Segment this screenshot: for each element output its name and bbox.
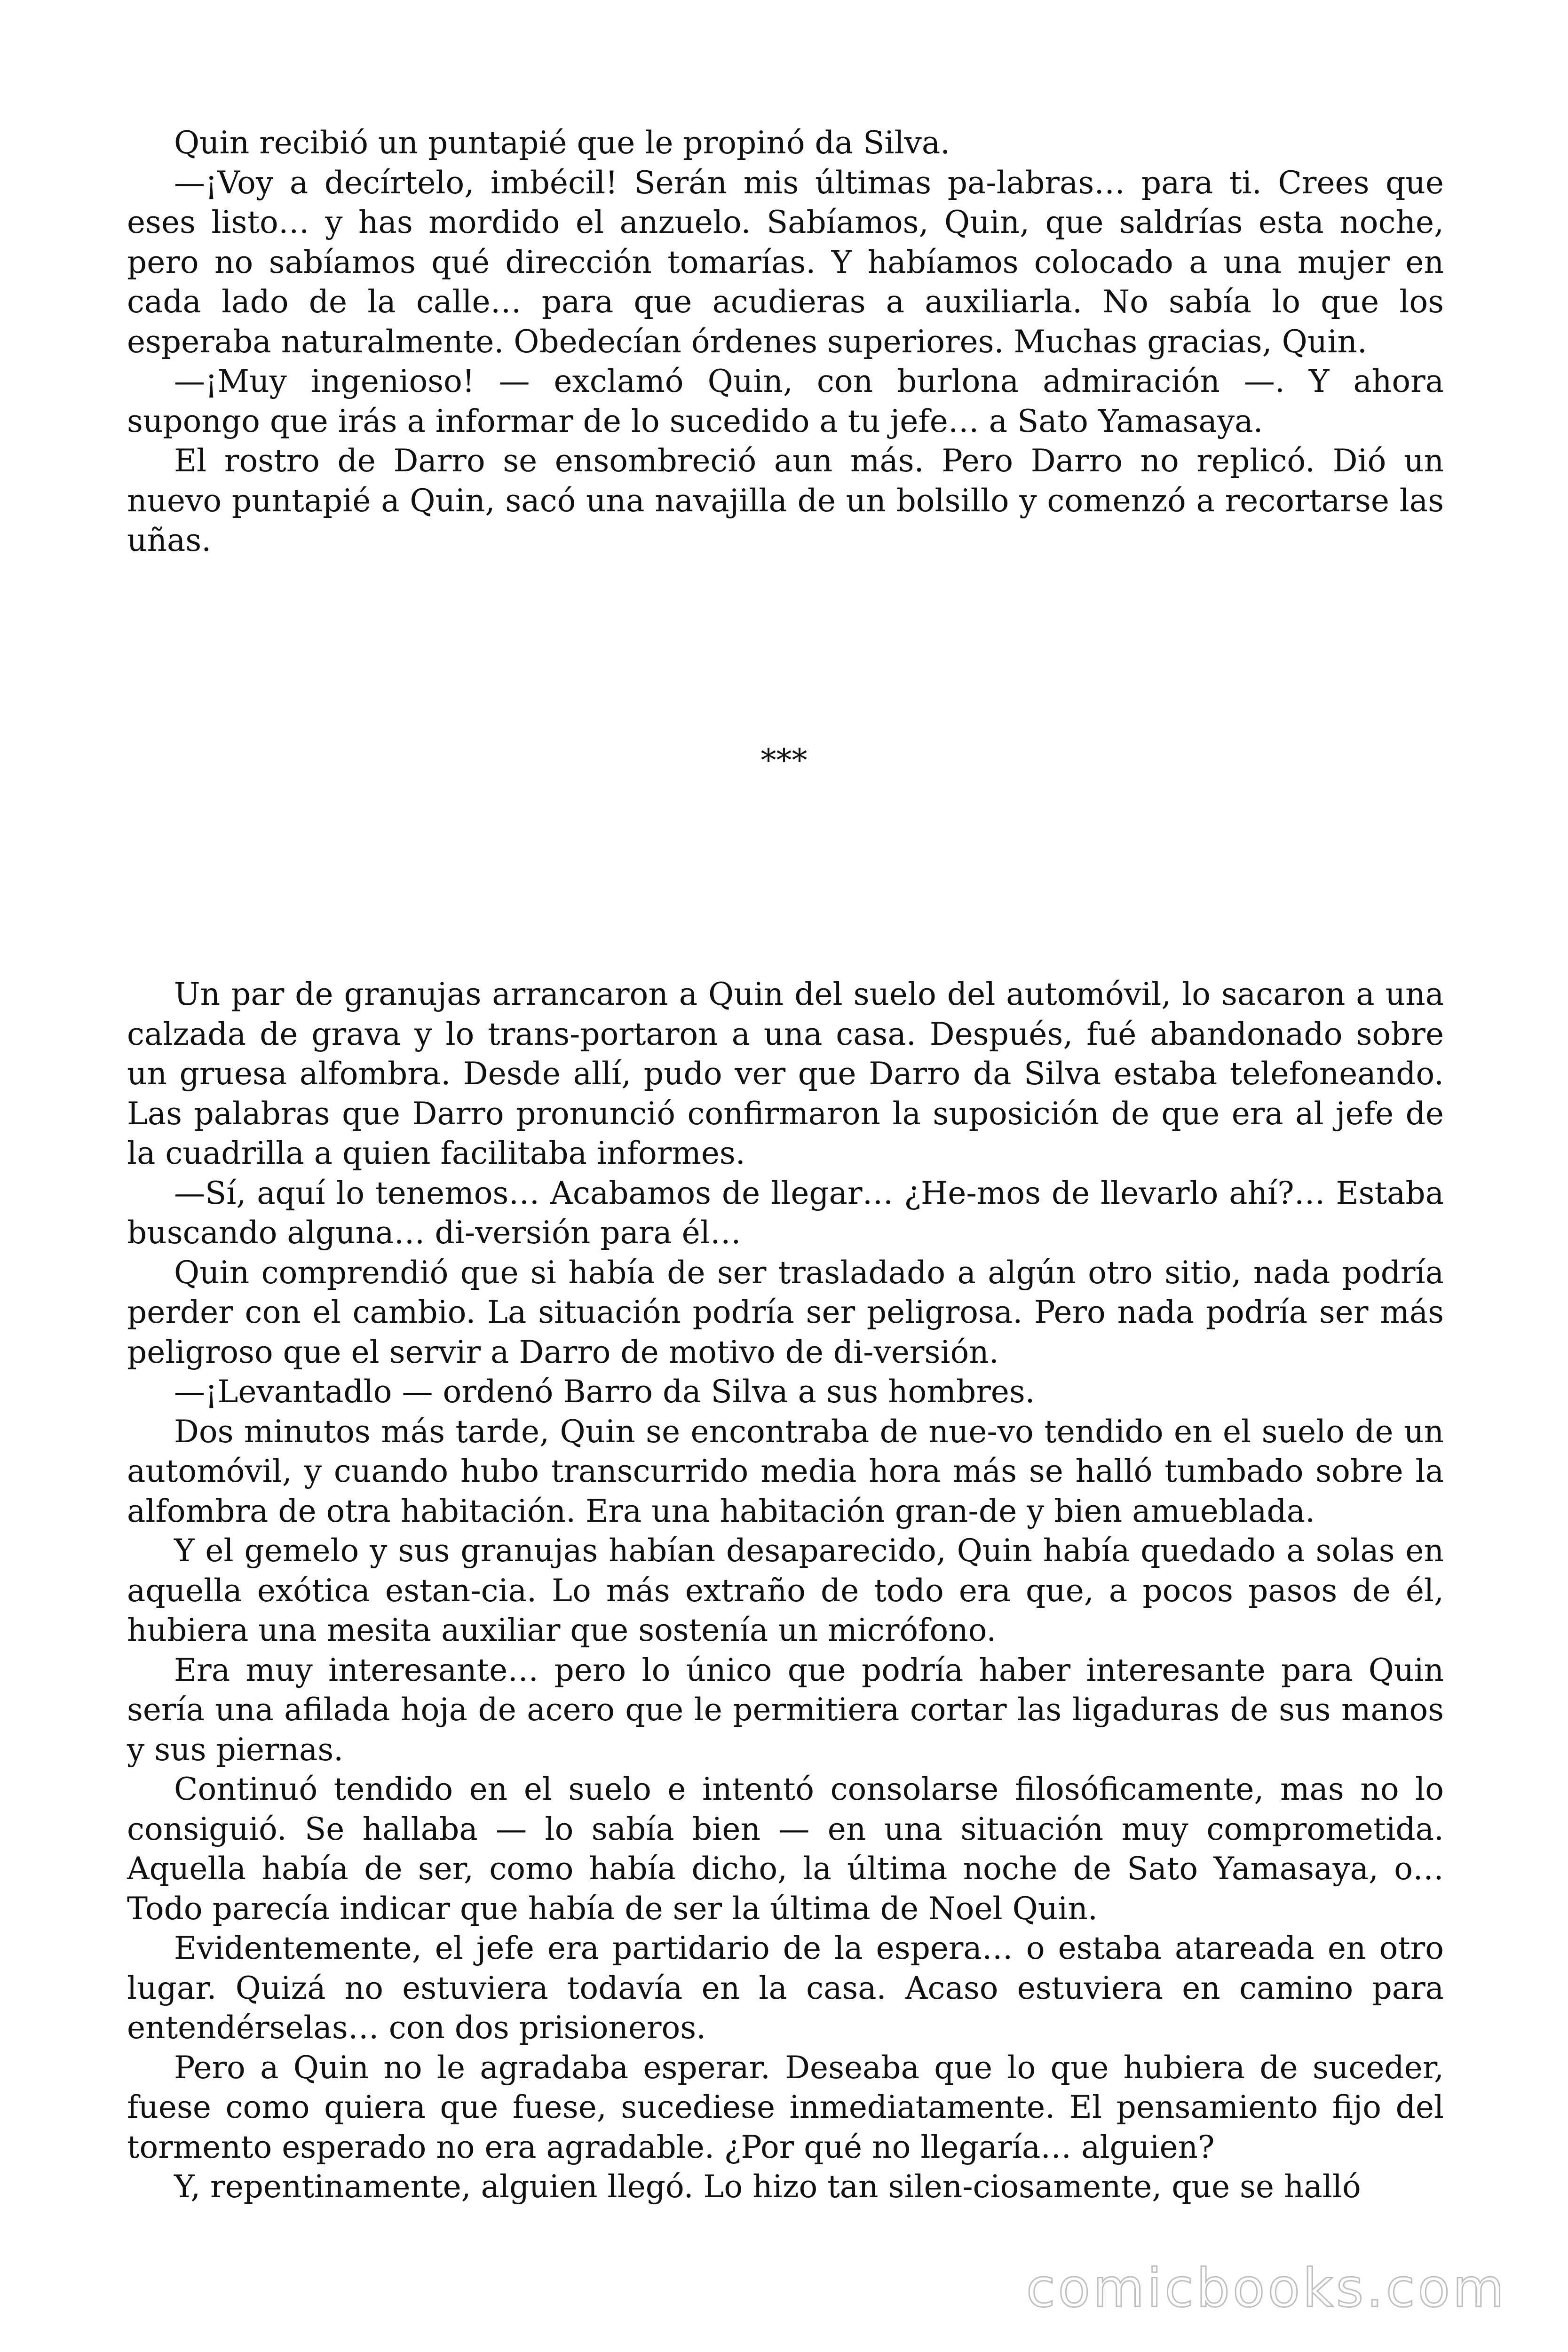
paragraph: Quin recibió un puntapié que le propinó da Silva. (174, 125, 950, 161)
paragraph: Quin comprendió que si había de ser trasladado a algún otro sitio, nada podría perder con el cambio. La situación podría ser peligrosa. Pero nada podría ser más peligroso que el servir a Darro de motivo de di-versión. (127, 1254, 1444, 1370)
section-separator: *** (760, 742, 808, 779)
paragraph: Y, repentinamente, alguien llegó. Lo hizo tan silen-ciosamente, que se halló (174, 2169, 1361, 2205)
paragraph: Y el gemelo y sus granujas habían desaparecido, Quin había quedado a solas en aquella exótica estan-cia. Lo más extraño de todo era que, a pocos pasos de él, hubiera una mesita auxiliar que sostenía un micrófono. (127, 1533, 1444, 1648)
paragraph: Pero a Quin no le agradaba esperar. Deseaba que lo que hubiera de suceder, fuese como quiera que fuese, sucediese inmediatamente. El pensamiento fijo del tormento esperado no era agradable. ¿Por qué no llegaría… alguien? (127, 2049, 1444, 2165)
paragraph: Continuó tendido en el suelo e intentó consolarse filosóficamente, mas no lo consiguió. Se hallaba — lo sabía bien — en una situación muy comprometida. Aquella había de ser, como había dicho, la última noche de Sato Yamasaya, o… Todo parecía indicar que había de ser la última de Noel Quin. (127, 1771, 1444, 1927)
paragraph: —Sí, aquí lo tenemos… Acabamos de llegar… ¿He-mos de llevarlo ahí?… Estaba buscando alguna… di-versión para él… (127, 1175, 1444, 1251)
text-section-1 (127, 123, 1444, 561)
paragraph: Un par de granujas arrancaron a Quin del suelo del automóvil, lo sacaron a una calzada de grava y lo trans-portaron a una casa. Después, fué abandonado sobre un gruesa alfombra. Desde allí, pudo ver que Darro da Silva estaba telefoneando. Las palabras que Darro pronunció confirmaron la suposición de que era al jefe de la cuadrilla a quien facilitaba informes. (127, 976, 1444, 1171)
paragraph: —¡Levantadlo — ordenó Barro da Silva a sus hombres. (174, 1374, 1035, 1410)
watermark: comicbooks.com (1026, 2258, 1507, 2319)
paragraph: —¡Voy a decírtelo, imbécil! Serán mis últimas pa-labras… para ti. Crees que eses listo… y has mordido el anzuelo. Sabíamos, Quin, que saldrías esta noche, pero no sabíamos qué dirección tomarías. Y habíamos colocado a una mujer en cada lado de la calle… para que acudieras a auxiliarla. No sabía lo que los esperaba naturalmente. Obedecían órdenes superiores. Muchas gracias, Quin. (127, 164, 1444, 360)
paragraph: El rostro de Darro se ensombreció aun más. Pero Darro no replicó. Dió un nuevo puntapié a Quin, sacó una navajilla de un bolsillo y comenzó a recortarse las uñas. (127, 443, 1444, 558)
paragraph: Era muy interesante… pero lo único que podría haber interesante para Quin sería una afilada hoja de acero que le permitiera cortar las ligaduras de sus manos y sus piernas. (127, 1652, 1444, 1768)
paragraph: —¡Muy ingenioso! — exclamó Quin, con burlona admiración —. Y ahora supongo que irás a informar de lo sucedido a tu jefe… a Sato Yamasaya. (127, 363, 1444, 439)
paragraph: Dos minutos más tarde, Quin se encontraba de nue-vo tendido en el suelo de un automóvil, y cuando hubo transcurrido media hora más se halló tumbado sobre la alfombra de otra habitación. Era una habitación gran-de y bien amueblada. (127, 1413, 1444, 1529)
paragraph: Evidentemente, el jefe era partidario de la espera… o estaba atareada en otro lugar. Quizá no estuviera todavía en la casa. Acaso estuviera en camino para entendérselas… con dos prisioneros. (127, 1930, 1444, 2046)
text-section-2 (127, 975, 1444, 2207)
